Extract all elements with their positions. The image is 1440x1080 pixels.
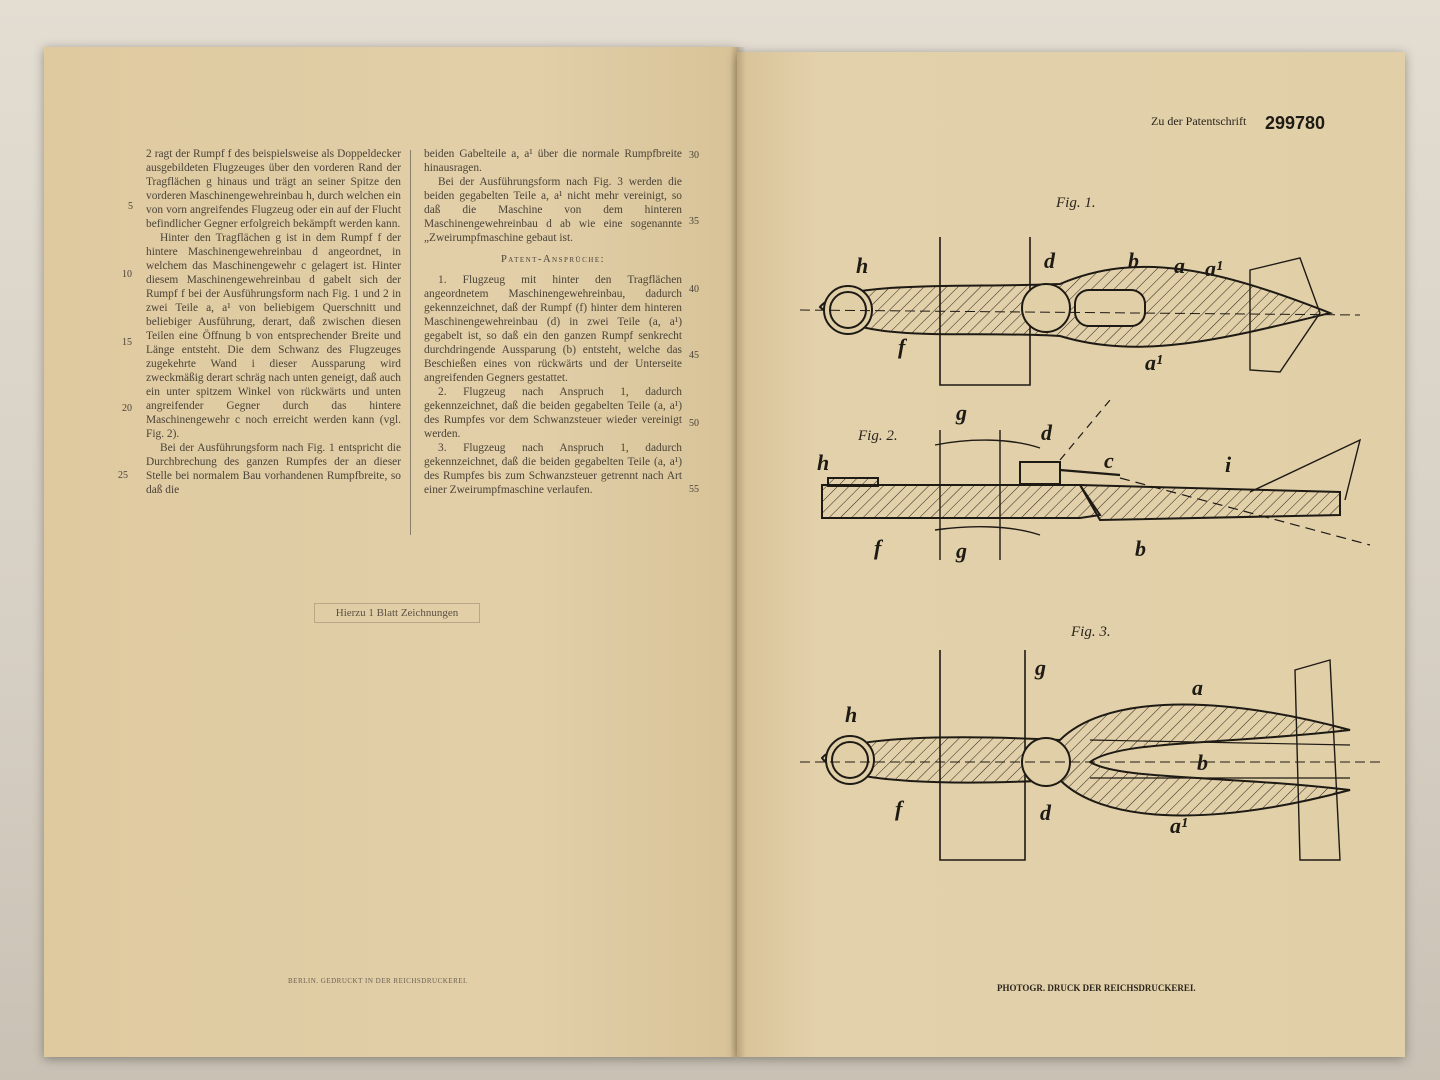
paragraph: Hinter den Tragflächen g ist in dem Rumpf f der hintere Maschinengewehreinbau d angeordnet, in welchem das Maschinengewehr c gelagert ist. Hinter diesem Maschinengewehreinbau d gabelt sich der Rumpf f bei der Ausführungsform nach Fig. 1 und 2 in zwei Teile a, a¹ von beliebigem Querschnitt und beliebiger Ausführung, derart, daß zwischen diesen Teilen eine Öffnung b von entsprechender Breite und Länge entsteht. Die dem Schwanz des Flugzeuges zugekehrte Wand i dieser Aussparung wird zweckmäßig derart schräg nach unten geneigt, daß auch ein unter spitzem Winkel von rückwärts und unten angreifender Gegner durch das hintere Maschinengewehr c noch erreicht werden kann (vgl. Fig. 2). <box>146 232 401 440</box>
label-f-fig3: f <box>895 796 903 821</box>
label-d-fig2: d <box>1041 420 1052 445</box>
paragraph: Bei der Ausführungsform nach Fig. 1 entspricht die Durchbrechung des ganzen Rumpfes der an dieser Stelle bei normalem Bau vorhandenen Rumpfbreite, so daß die <box>146 442 401 496</box>
label-g-fig3: g <box>1035 655 1046 680</box>
line-number: 45 <box>689 350 699 361</box>
label-a1-fig1: a¹ <box>1205 256 1223 281</box>
label-a-fig3: a <box>1192 675 1203 700</box>
label-b-fig1: b <box>1128 248 1139 273</box>
patent-number: 299780 <box>1265 113 1326 133</box>
label-i-fig2: i <box>1225 452 1232 477</box>
figure-3-label: Fig. 3. <box>1071 624 1111 640</box>
line-number: 20 <box>122 403 132 414</box>
label-g-fig2: g <box>956 538 967 563</box>
label-d-fig3: d <box>1040 800 1051 825</box>
paragraph: Bei der Ausführungsform nach Fig. 3 werden die beiden gegabelten Teile a, a¹ nicht mehr vereinigt, so daß die Maschine von dem hinteren Maschinengewehreinbau d ab wie eine sogenannte „Zweirumpfmaschine gebaut ist. <box>424 176 682 244</box>
figure-1-label: Fig. 1. <box>1056 195 1096 211</box>
figure-1-drawing <box>800 237 1360 385</box>
figure-2-drawing <box>822 400 1370 560</box>
label-f-fig1: f <box>898 334 906 359</box>
label-b-fig2: b <box>1135 536 1146 561</box>
line-number: 30 <box>689 150 699 161</box>
line-number: 40 <box>689 284 699 295</box>
label-b-fig3: b <box>1197 750 1208 775</box>
label-a1-fig1-lower: a¹ <box>1145 350 1163 375</box>
label-a1-fig3: a¹ <box>1170 813 1188 838</box>
claims-heading: Patent-Ansprüche: <box>500 254 606 265</box>
label-a-fig1: a <box>1174 253 1185 278</box>
line-number: 15 <box>122 337 132 348</box>
patent-header-label: Zu der Patentschrift <box>1151 114 1247 128</box>
label-d-fig1: d <box>1044 248 1055 273</box>
paragraph: beiden Gabelteile a, a¹ über die normale Rumpfbreite hinausragen. <box>424 148 682 174</box>
line-number: 55 <box>689 484 699 495</box>
claim: 3. Flugzeug nach Anspruch 1, dadurch gekennzeichnet, daß die beiden gegabelten Teile (a, a¹) des Rumpfes bis zum Schwanzsteuer getrennt nach Art einer Zweirumpfmaschine verlaufen. <box>424 442 682 496</box>
label-h-fig1: h <box>856 253 869 278</box>
line-number: 50 <box>689 418 699 429</box>
claim: 2. Flugzeug nach Anspruch 1, dadurch gekennzeichnet, daß die beiden gegabelten Teile (a, a¹) des Rumpfes vor dem Schwanzsteuer wieder vereinigt werden. <box>424 386 682 440</box>
label-f-fig2: f <box>874 535 882 560</box>
label-h-fig2: h <box>817 450 830 475</box>
line-number: 25 <box>118 470 128 481</box>
label-g-fig1: g <box>956 400 967 425</box>
label-h-fig3: h <box>845 702 858 727</box>
photographic-print-imprint: PHOTOGR. DRUCK DER REICHSDRUCKEREI. <box>997 983 1196 993</box>
line-number: 35 <box>689 216 699 227</box>
paragraph: 2 ragt der Rumpf f des beispielsweise als Doppeldecker ausgebildeten Flugzeuges über den vorderen Rand der Tragflächen g hinaus und trägt an seiner Spitze den vorderen Maschinengewehreinbau h, durch welchen ein von vorn angreifendes Flugzeug oder ein auf der Flucht befindlicher Gegner erfolgreich bekämpft werden kann. <box>146 148 401 230</box>
claim: 1. Flugzeug mit hinter den Tragflächen angeordnetem Maschinengewehreinbau, dadurch gekennzeichnet, daß der Rumpf (f) hinter dem hinteren Maschinengewehreinbau (d) in zwei Teile (a, a¹) gegabelt ist, so daß ein den ganzen Rumpf senkrecht durchdringende Aussparung (b) entsteht, welche das Beschießen eines von rückwärts und der Unterseite angreifenden Gegners gestattet. <box>424 274 682 384</box>
line-number: 5 <box>128 201 133 212</box>
line-number: 10 <box>122 269 132 280</box>
printer-imprint: BERLIN. GEDRUCKT IN DER REICHSDRUCKEREI. <box>288 977 469 985</box>
figure-2-label: Fig. 2. <box>858 428 898 444</box>
figure-3-drawing <box>800 650 1380 860</box>
drawing-sheet-note: Hierzu 1 Blatt Zeichnungen <box>314 603 480 623</box>
label-c-fig2: c <box>1104 448 1114 473</box>
